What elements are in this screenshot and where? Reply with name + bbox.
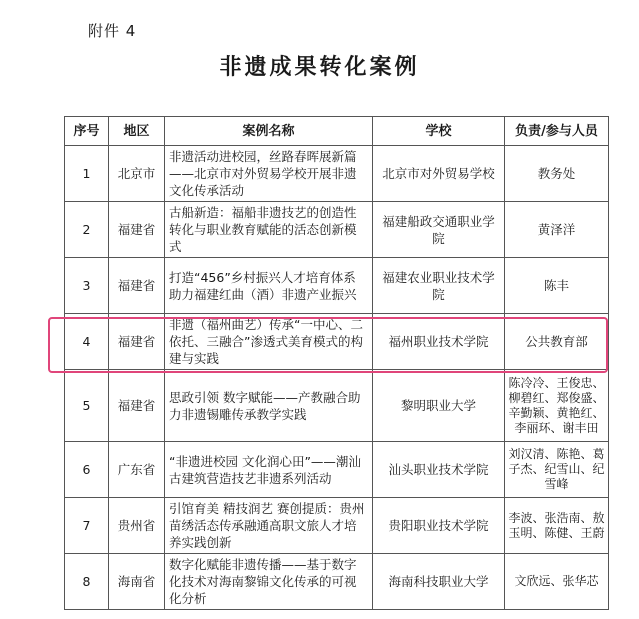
cell-case: 非遗（福州曲艺）传承“一中心、二依托、三融合”渗透式美育模式的构建与实践 [165, 314, 373, 370]
cell-people: 陈冷冷、王俊忠、柳碧红、郑俊盛、辛勤颖、黄艳红、李丽环、谢丰田 [505, 370, 609, 442]
cell-no: 8 [65, 554, 109, 610]
cell-people: 李波、张浩南、敖玉明、陈健、王蔚 [505, 498, 609, 554]
table-header-row [65, 117, 609, 146]
cell-case: 引馆育美 精技润艺 赛创提质：贵州苗绣活态传承融通高职文旅人才培养实践创新 [165, 498, 373, 554]
cell-school: 福建农业职业技术学院 [373, 258, 505, 314]
cell-region: 福建省 [109, 258, 165, 314]
document-title: 非遗成果转化案例 [219, 55, 420, 80]
cell-no: 1 [65, 146, 109, 202]
table-row [65, 370, 609, 442]
header-no: 序号 [65, 117, 109, 146]
cell-no: 2 [65, 202, 109, 258]
cell-case: 思政引领 数字赋能——产教融合助力非遗锡雕传承教学实践 [165, 370, 373, 442]
cell-no: 6 [65, 442, 109, 498]
cell-school: 福州职业技术学院 [373, 314, 505, 370]
cell-region: 福建省 [109, 202, 165, 258]
table-row [65, 314, 609, 370]
cell-no: 5 [65, 370, 109, 442]
cell-region: 海南省 [109, 554, 165, 610]
cell-school: 北京市对外贸易学校 [373, 146, 505, 202]
cell-case: “非遗进校园 文化润心田”——潮汕古建筑营造技艺非遗系列活动 [165, 442, 373, 498]
header-school: 学校 [373, 117, 505, 146]
cell-school: 福建船政交通职业学院 [373, 202, 505, 258]
cases-table [64, 116, 609, 610]
annex-label: 附件 4 [88, 22, 137, 40]
cell-no: 7 [65, 498, 109, 554]
table-row [65, 498, 609, 554]
cell-school: 海南科技职业大学 [373, 554, 505, 610]
cell-people: 教务处 [505, 146, 609, 202]
table-row [65, 258, 609, 314]
cell-no: 4 [65, 314, 109, 370]
cell-school: 贵阳职业技术学院 [373, 498, 505, 554]
cell-region: 贵州省 [109, 498, 165, 554]
cell-region: 福建省 [109, 314, 165, 370]
table-row [65, 146, 609, 202]
cell-region: 福建省 [109, 370, 165, 442]
header-case: 案例名称 [165, 117, 373, 146]
table-row [65, 554, 609, 610]
cell-people: 文欣远、张华芯 [505, 554, 609, 610]
cell-region: 广东省 [109, 442, 165, 498]
cell-people: 刘汉清、陈艳、葛子杰、纪雪山、纪雪峰 [505, 442, 609, 498]
cell-case: 打造“456”乡村振兴人才培育体系 助力福建红曲（酒）非遗产业振兴 [165, 258, 373, 314]
cell-no: 3 [65, 258, 109, 314]
cell-case: 数字化赋能非遗传播——基于数字化技术对海南黎锦文化传承的可视化分析 [165, 554, 373, 610]
header-region: 地区 [109, 117, 165, 146]
cell-case: 古船新造：福船非遗技艺的创造性转化与职业教育赋能的活态创新模式 [165, 202, 373, 258]
cell-region: 北京市 [109, 146, 165, 202]
header-people: 负责/参与人员 [505, 117, 609, 146]
cell-school: 黎明职业大学 [373, 370, 505, 442]
cell-case: 非遗活动进校园，丝路春晖展新篇——北京市对外贸易学校开展非遗文化传承活动 [165, 146, 373, 202]
cell-school: 汕头职业技术学院 [373, 442, 505, 498]
table-row [65, 442, 609, 498]
cell-people: 公共教育部 [505, 314, 609, 370]
table-row [65, 202, 609, 258]
cell-people: 陈丰 [505, 258, 609, 314]
cell-people: 黄泽洋 [505, 202, 609, 258]
